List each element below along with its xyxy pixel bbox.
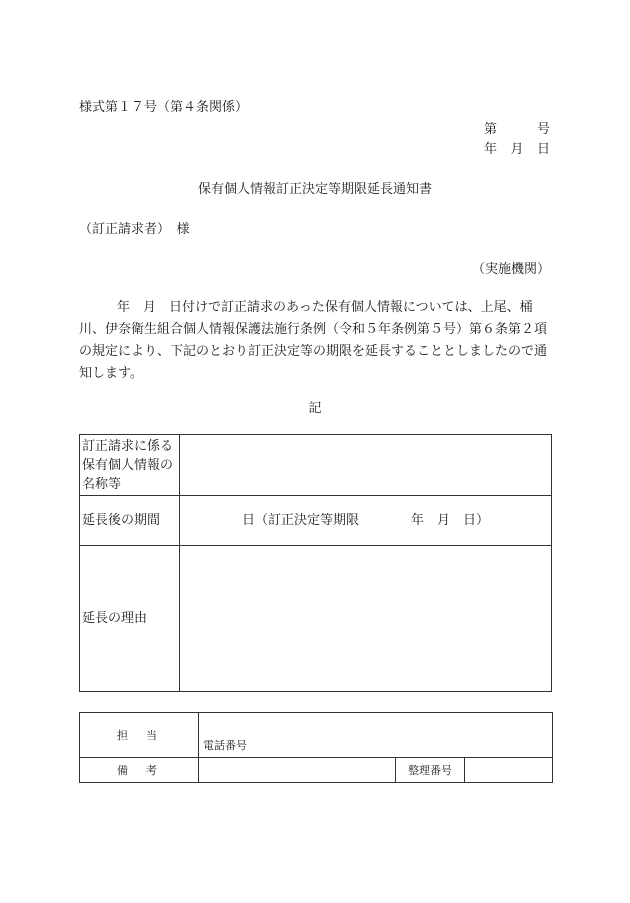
- extension-reason-label: 延長の理由: [80, 546, 180, 692]
- table-row: [80, 435, 552, 496]
- document-date: [484, 138, 550, 157]
- form-number: 様式第１７号（第４条関係）: [79, 100, 249, 115]
- remarks-value[interactable]: [199, 758, 396, 783]
- details-table: [79, 434, 552, 692]
- contact-label: 担当: [80, 713, 199, 758]
- table-row: [80, 496, 552, 546]
- table-row: [80, 713, 553, 758]
- extended-period-value[interactable]: [180, 496, 552, 546]
- request-info-value[interactable]: [180, 435, 552, 496]
- remarks-label: 備考: [80, 758, 199, 783]
- contact-value[interactable]: [199, 713, 553, 758]
- request-info-label: 訂正請求に係る保有個人情報の名称等: [80, 435, 180, 496]
- extension-reason-value[interactable]: [180, 546, 552, 692]
- body-paragraph: [79, 297, 551, 385]
- body-text: 年 月 日付けで訂正請求のあった保有個人情報については、上尾、桶川、伊奈衛生組合個人情報保護法施行条例（令和５年条例第５号）第６条第２項の規定により、下記のとおり訂正決定等の期限を延長することとしましたので通知します。: [79, 300, 548, 381]
- doc-no-suffix: 号: [536, 122, 550, 137]
- addressee: （訂正請求者） 様: [79, 222, 190, 237]
- extended-deadline-date: 年 月 日）: [411, 513, 490, 528]
- implementing-agency: （実施機関）: [471, 262, 550, 277]
- extended-period-label: 延長後の期間: [80, 496, 180, 546]
- document-title: 保有個人情報訂正決定等期限延長通知書: [197, 182, 432, 197]
- reference-number-label: 整理番号: [396, 758, 465, 783]
- phone-label: 電話番号: [203, 739, 247, 752]
- date-month: 月: [510, 142, 524, 157]
- extended-days: 日（訂正決定等期限: [241, 513, 359, 528]
- ki-heading: 記: [308, 401, 322, 416]
- date-day: 日: [536, 142, 550, 157]
- reference-number-value[interactable]: [465, 758, 553, 783]
- document-number: [484, 118, 550, 137]
- administrative-table: [79, 712, 553, 783]
- table-row: [80, 546, 552, 692]
- date-year: 年: [484, 142, 498, 157]
- doc-no-prefix: 第: [484, 122, 498, 137]
- table-row: [80, 758, 553, 783]
